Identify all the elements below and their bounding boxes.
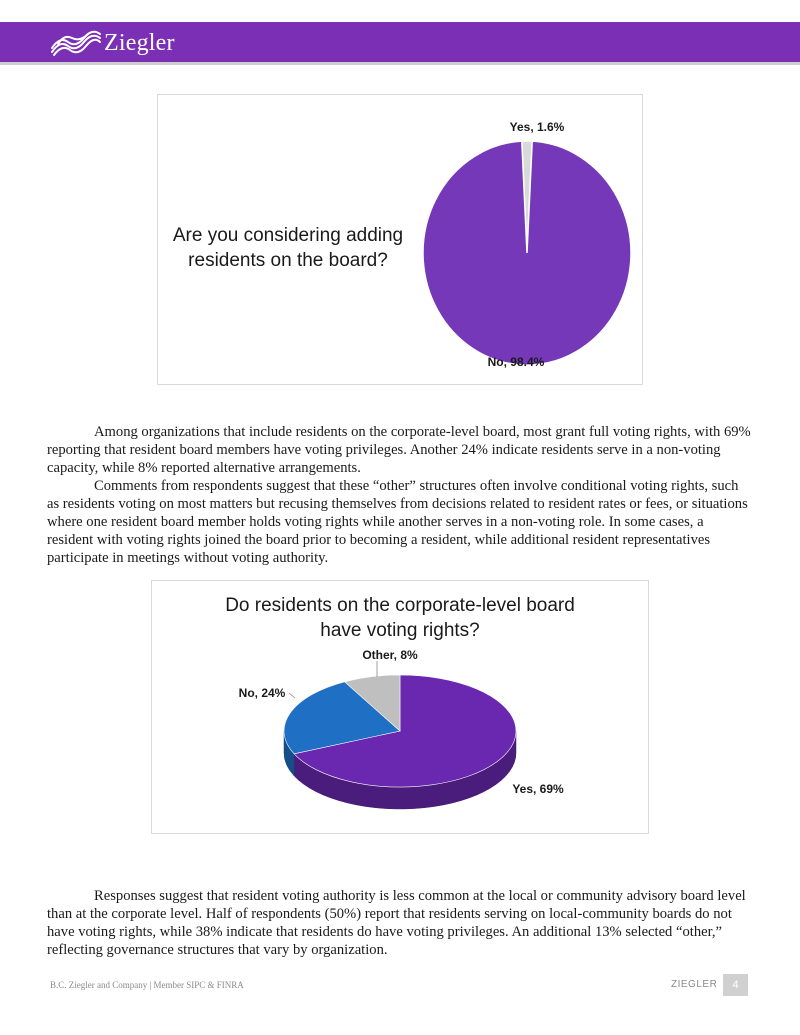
header-rule (0, 62, 800, 65)
body-text-block-2 (47, 887, 752, 959)
chart2-data-label-yes: Yes, 69% (512, 782, 564, 796)
chart2-data-label-other: Other, 8% (362, 648, 418, 662)
chart-considering-adding-residents (157, 94, 643, 385)
chart-voting-rights (151, 580, 649, 834)
paragraph: Among organizations that include residents on the corporate-level board, most grant full voting rights, with 69% reporting that resident board members have voting privileges. Another 24% indicate residents serve in a non-voting capacity, while 8% reported alternative arrangements. (47, 424, 751, 476)
ziegler-logo (50, 28, 175, 58)
chart1-data-label-no: No, 98.4% (487, 355, 545, 369)
chart2-title-line-2: have voting rights? (320, 620, 480, 641)
page-number: 4 (723, 974, 748, 996)
chart2-svg (152, 581, 648, 833)
paragraph: Responses suggest that resident voting authority is less common at the local or community advisory board level than at the corporate level. Half of respondents (50%) report that residents serving on local-community boards do not have voting rights, while 38% indicate that residents do have voting privileges. An additional 13% selected “other,” reflecting governance structures that vary by organization. (47, 888, 746, 958)
chart1-title-line-1: Are you considering adding (172, 225, 404, 246)
chart2-title-line-1: Do residents on the corporate-level board (225, 595, 575, 616)
chart2-data-label-no: No, 24% (238, 686, 286, 700)
chart1-svg (158, 95, 642, 384)
chart1-title-line-2: residents on the board? (188, 250, 388, 271)
chart1-data-label-yes: Yes, 1.6% (509, 120, 565, 134)
paragraph: Comments from respondents suggest that these “other” structures often involve conditional voting rights, such as residents voting on most matters but recusing themselves from decisions related to resident rates or fees, or situations where one resident board member holds voting rights while another serves in a non-voting role. In some cases, a resident with voting rights joined the board prior to becoming a resident, while additional resident representatives participate in meetings without voting authority. (47, 478, 748, 566)
body-text-block-1 (47, 423, 752, 567)
logo-text: Ziegler (104, 29, 175, 56)
ziegler-wave-icon (50, 30, 102, 56)
chart2-leader-no (289, 693, 295, 698)
footer-disclosure: B.C. Ziegler and Company | Member SIPC & FINRA (50, 980, 244, 990)
footer-brand: ZIEGLER (671, 979, 718, 990)
